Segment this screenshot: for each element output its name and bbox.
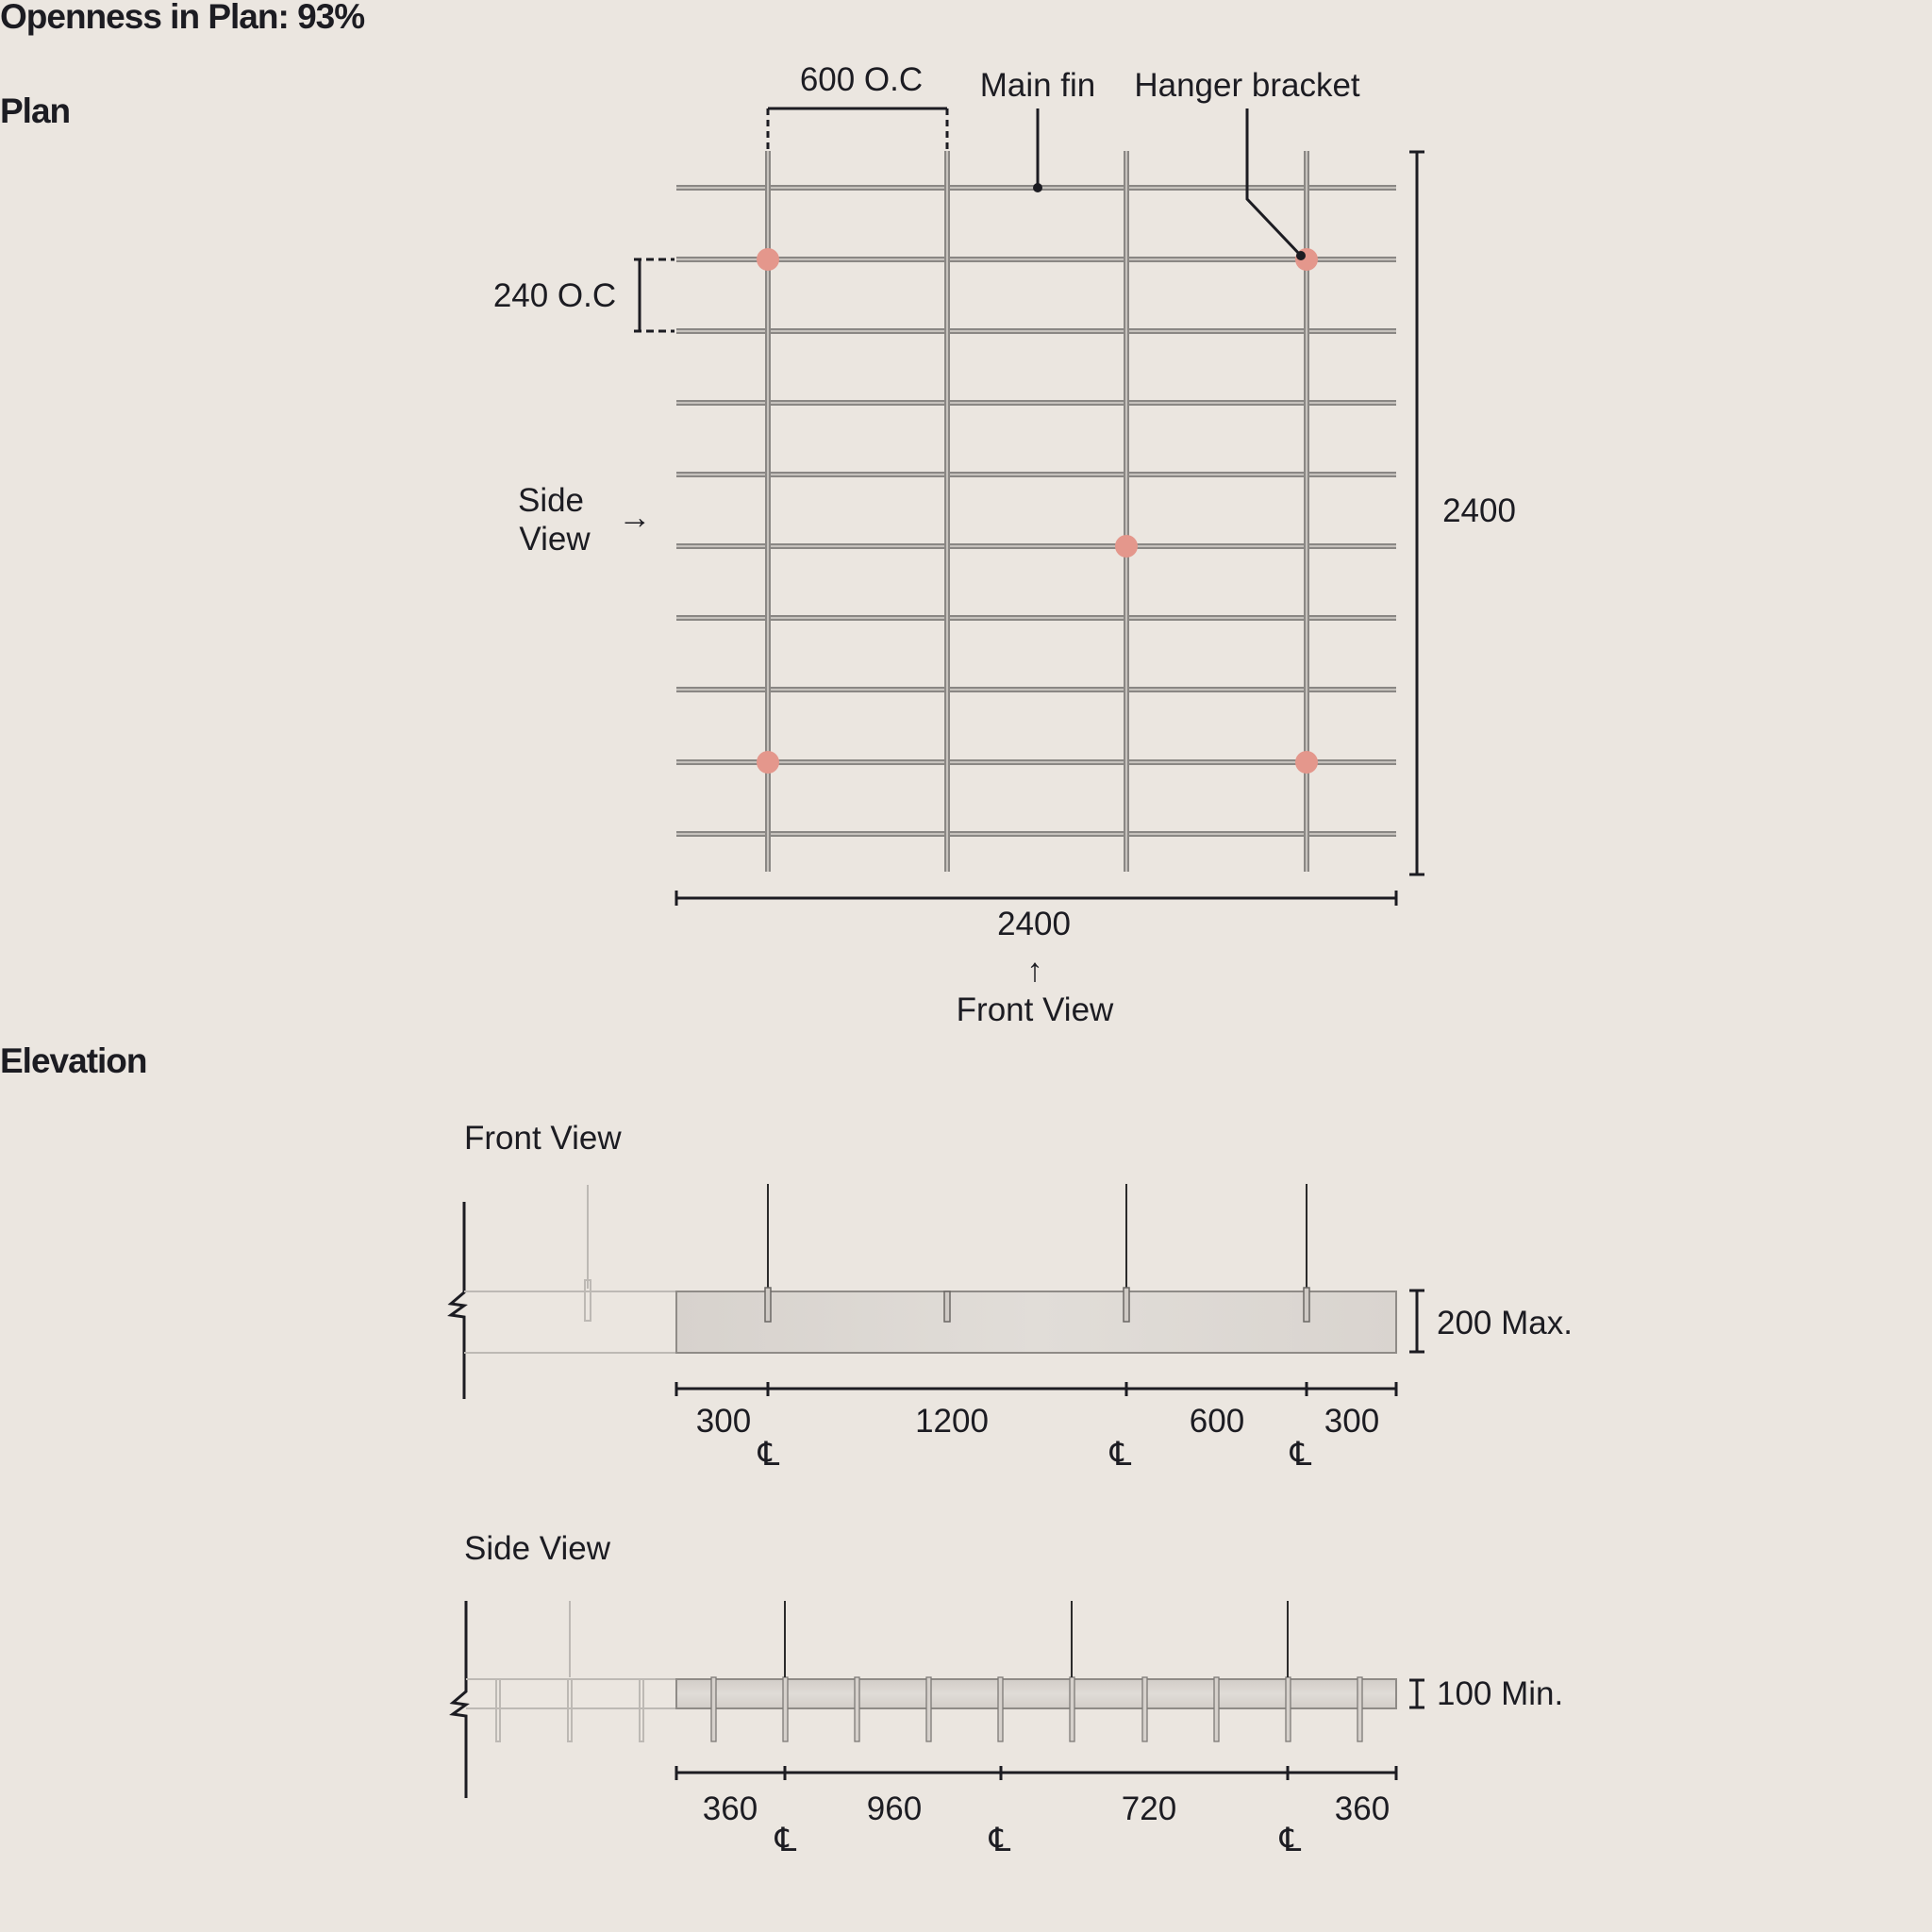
spacing-y-label: 240 O.C: [492, 277, 617, 314]
front-segment-1: 300: [695, 1403, 752, 1440]
height-label: 2400: [1442, 492, 1516, 529]
hanger-dot: [1115, 535, 1138, 558]
side-height-label: 100 Min.: [1437, 1675, 1564, 1712]
hanger-dot: [757, 248, 779, 271]
front-view-marker-label: Front View: [956, 991, 1114, 1028]
arrow-right-icon: →: [618, 499, 652, 536]
side-view-label-1: Side: [517, 482, 585, 519]
centerline-icon: ℄: [1290, 1436, 1312, 1473]
front-segment-2: 1200: [915, 1403, 989, 1440]
hanger-dot: [1295, 751, 1318, 774]
plan-drawing: [493, 61, 1516, 1028]
hanger-callout: [1134, 67, 1360, 260]
spacing-x-dimension: [768, 61, 947, 151]
plan-heading: Plan: [0, 92, 71, 130]
side-segment-2: 960: [866, 1790, 923, 1827]
front-panel: [676, 1291, 1396, 1353]
centerline-icon: ℄: [758, 1436, 780, 1473]
side-view-elevation: [453, 1530, 1563, 1858]
side-segment-1: 360: [702, 1790, 758, 1827]
front-view-title: Front View: [464, 1120, 622, 1157]
width-dimension: [676, 891, 1396, 1028]
main-fin-callout: [980, 67, 1096, 192]
spacing-x-label: 600 O.C: [799, 61, 924, 98]
side-segment-3: 720: [1121, 1790, 1177, 1827]
spacing-y-dimension: [493, 259, 675, 331]
side-segment-4: 360: [1334, 1790, 1391, 1827]
arrow-up-icon: ↑: [1026, 952, 1043, 989]
elevation-heading: Elevation: [0, 1041, 147, 1080]
openness-title: Openness in Plan: 93%: [0, 0, 365, 36]
plan-rails: [676, 188, 1396, 834]
side-view-label-2: View: [519, 521, 591, 558]
height-dimension: [1409, 152, 1516, 874]
centerline-icon: ℄: [989, 1822, 1011, 1858]
hanger-label: Hanger bracket: [1134, 67, 1360, 104]
hanger-dot: [757, 751, 779, 774]
centerline-icon: ℄: [1279, 1822, 1302, 1858]
front-view-elevation: [451, 1120, 1573, 1473]
main-fin-label: Main fin: [979, 67, 1096, 104]
hanger-brackets: [757, 248, 1318, 774]
centerline-icon: ℄: [774, 1822, 797, 1858]
front-height-label: 200 Max.: [1437, 1305, 1573, 1341]
front-segment-4: 300: [1324, 1403, 1380, 1440]
front-segment-3: 600: [1189, 1403, 1245, 1440]
width-label: 2400: [997, 906, 1071, 942]
side-view-title: Side View: [464, 1530, 611, 1567]
side-view-marker: [518, 482, 652, 558]
centerline-icon: ℄: [1109, 1436, 1132, 1473]
